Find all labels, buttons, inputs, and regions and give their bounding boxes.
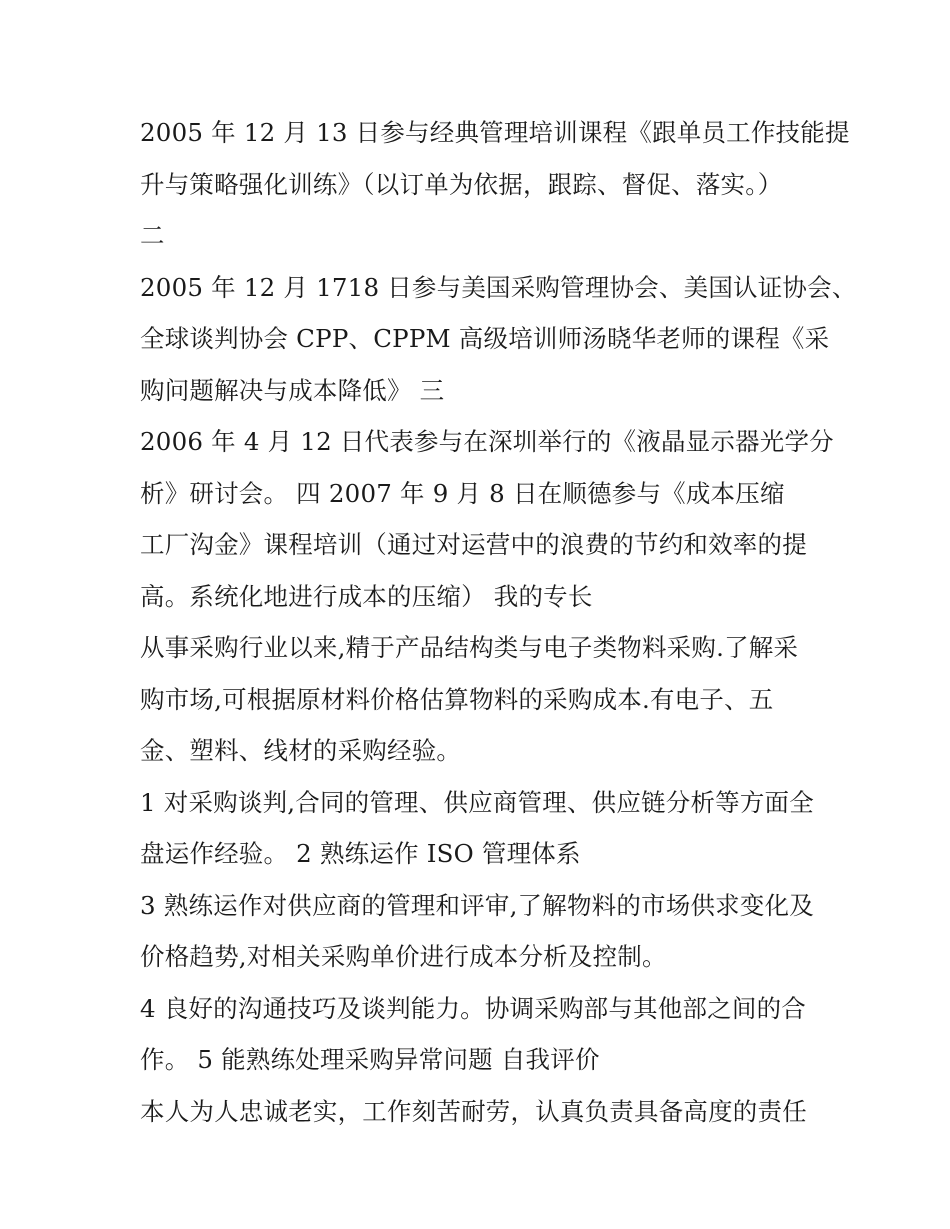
text-line: 3 熟练运作对供应商的管理和评审,了解物料的市场供求变化及 [140,890,814,920]
text-line: 购市场,可根据原材料价格估算物料的采购成本.有电子、五 [140,684,774,714]
text-line: 2005 年 12 月 13 日参与经典管理培训课程《跟单员工作技能提 [140,118,850,147]
text-line: 高。系统化地进行成本的压缩） 我的专长 [140,581,593,611]
text-line: 工厂沟金》课程培训（通过对运营中的浪费的节约和效率的提 [140,530,807,559]
text-line: 金、塑料、线材的采购经验。 [140,736,462,765]
text-line: 本人为人忠诚老实，工作刻苦耐劳，认真负责具备高度的责任 [140,1096,807,1126]
text-line: 购问题解决与成本降低》 三 [140,375,445,405]
text-line: 盘运作经验。 2 熟练运作 ISO 管理体系 [140,839,581,868]
text-line: 从事采购行业以来,精于产品结构类与电子类物料采购.了解采 [140,633,799,662]
text-line: 升与策略强化训练》（以订单为依据，跟踪、督促、落实。） [140,169,783,199]
text-line: 2005 年 12 月 1718 日参与美国采购管理协会、美国认证协会、 [140,272,857,302]
document-body [140,107,857,1137]
text-line: 2006 年 4 月 12 日代表参与在深圳举行的《液晶显示器光学分 [140,427,834,456]
text-line: 价格趋势,对相关采购单价进行成本分析及控制。 [140,942,667,971]
text-line: 析》研讨会。 四 2007 年 9 月 8 日在顺德参与《成本压缩 [140,478,785,508]
text-line: 1 对采购谈判,合同的管理、供应商管理、供应链分析等方面全 [140,787,814,817]
text-line: 4 良好的沟通技巧及谈判能力。协调采购部与其他部之间的合 [140,993,806,1023]
text-line: 全球谈判协会 CPP、CPPM 高级培训师汤晓华老师的课程《采 [140,324,830,353]
text-line: 二 [140,221,165,250]
text-line: 作。 5 能熟练处理采购异常问题 自我评价 [140,1045,600,1074]
